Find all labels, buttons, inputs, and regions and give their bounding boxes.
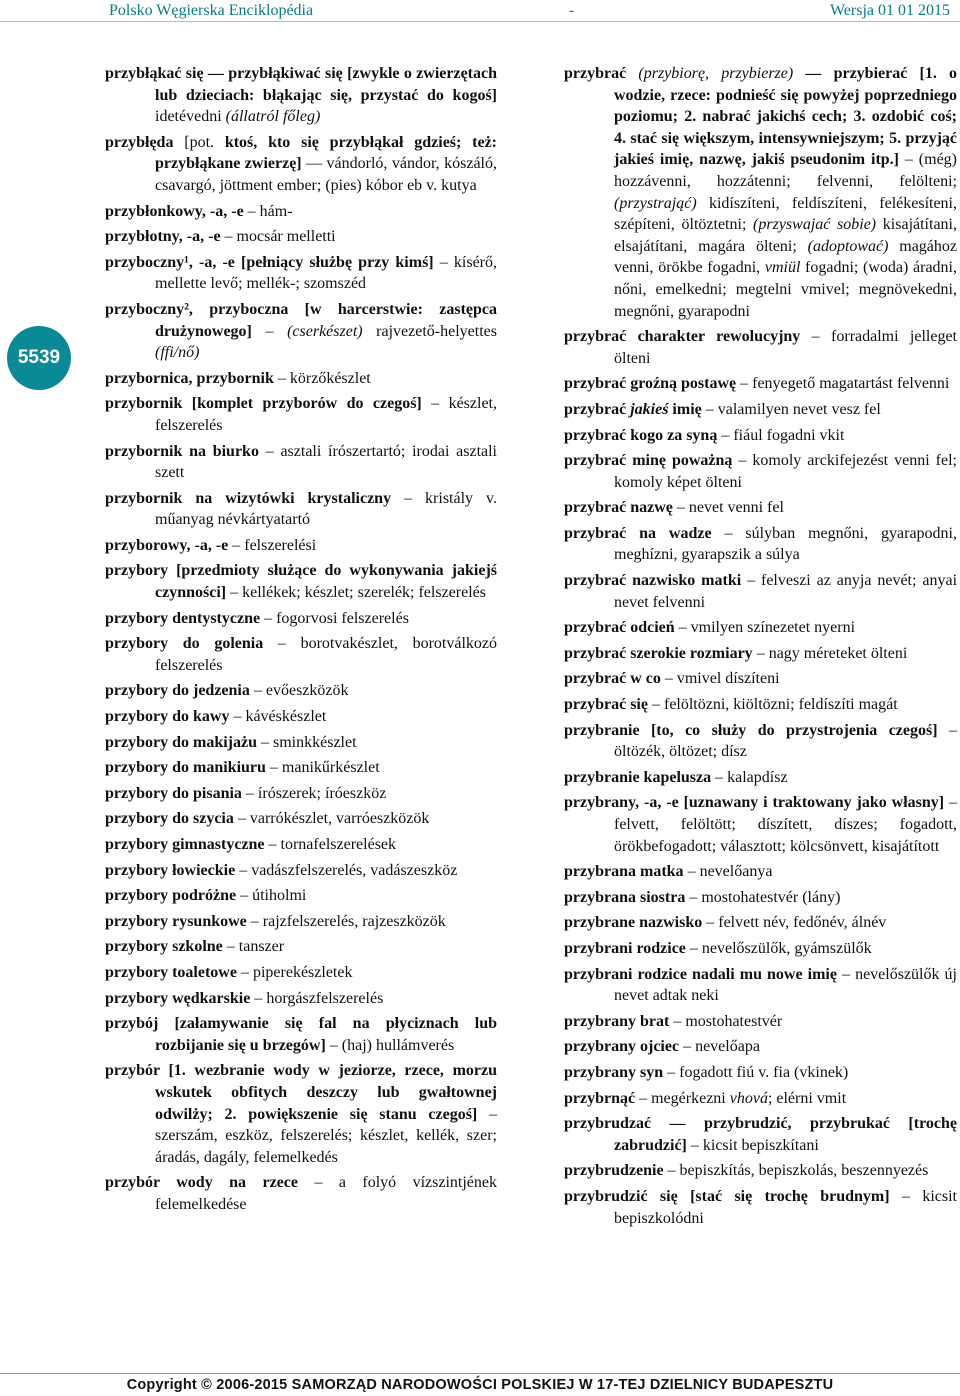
copyright-footer: Copyright © 2006-2015 SAMORZĄD NARODOWOŚCI POLSKIEJ W 17-TEJ DZIELNICY BUDAPESZTU bbox=[0, 1373, 960, 1396]
entry-translation: – készlet, felszerelés bbox=[155, 395, 497, 434]
entry-translation: – (haj) hullámverés bbox=[325, 1036, 455, 1054]
entry-headword: przybory podróżne bbox=[105, 887, 237, 905]
dictionary-entry bbox=[564, 887, 957, 909]
entry-headword: przybrać się bbox=[564, 696, 648, 714]
entry-note: (állatról főleg) bbox=[225, 108, 321, 126]
entry-translation: – írószerek; íróeszköz bbox=[241, 784, 387, 802]
entry-translation: – kellékek; készlet; szerelék; felszerelés bbox=[226, 584, 486, 602]
dictionary-entry bbox=[105, 132, 497, 197]
dictionary-entry bbox=[105, 535, 497, 557]
entry-translation: – evőeszközök bbox=[249, 682, 349, 700]
dictionary-entry bbox=[105, 608, 497, 630]
entry-headword: przybory do kawy bbox=[105, 708, 230, 726]
entry-translation: – tornafelszerelések bbox=[264, 836, 397, 853]
entry-headword: przybory do manikiuru bbox=[105, 759, 266, 777]
entry-headword: przybrać bbox=[564, 400, 631, 418]
entry-headword: przybrać charakter rewolucyjny bbox=[564, 328, 801, 346]
entry-headword: przybornik [komplet przyborów do czegoś] bbox=[105, 395, 422, 413]
entry-headword: przybranie kapelusza bbox=[564, 768, 712, 786]
entry-headword: przybrać szerokie rozmiary bbox=[564, 644, 753, 662]
entry-note: (przyswajać sobie) bbox=[753, 216, 877, 234]
entry-translation: – mostohatestvér (lány) bbox=[685, 888, 841, 906]
entry-headword: przybłotny, -a, -e bbox=[105, 228, 221, 246]
entry-translation: magához venni, örökbe fogadni, bbox=[614, 237, 958, 277]
entry-translation: – kísérő, mellette levő; mellék-; szomszéd bbox=[155, 253, 497, 293]
entry-headword: przybrudzenie bbox=[564, 1162, 664, 1180]
entry-headword: przybrani rodzice nadali mu nowe imię bbox=[564, 965, 837, 983]
entry-headword: przybory do golenia bbox=[105, 635, 264, 653]
entry-translation: – piperekészletek bbox=[236, 963, 353, 981]
dictionary-entry bbox=[564, 861, 957, 883]
dictionary-entry bbox=[105, 488, 497, 531]
dictionary-entry bbox=[564, 1011, 957, 1033]
entry-headword: przybory do pisania bbox=[105, 784, 242, 802]
entry-headword: przybornik na wizytówki krystaliczny bbox=[105, 489, 392, 507]
entry-headword: przyborowy, -a, -e bbox=[105, 536, 229, 554]
entry-translation: kisajátítani, elsajátítani, magára ölteni; bbox=[614, 216, 957, 255]
page-header bbox=[0, 0, 960, 22]
entry-headword: przybrnąć bbox=[564, 1089, 636, 1107]
entry-headword: przybory dentystyczne bbox=[105, 609, 261, 627]
entry-translation: – fogorvosi felszerelés bbox=[260, 609, 409, 627]
entry-headword: przybrany ojciec bbox=[564, 1038, 680, 1056]
entry-translation: – horgászfelszerelés bbox=[250, 989, 384, 1007]
entry-translation: kidíszíteni, feldíszíteni, felékesíteni, szépíteni, öltöztetni; bbox=[614, 194, 957, 234]
dictionary-entry bbox=[105, 441, 497, 484]
entry-headword: przybrać odcień bbox=[564, 619, 675, 637]
dictionary-entry bbox=[105, 962, 497, 984]
entry-headword: przybory do makijażu bbox=[105, 733, 257, 751]
entry-translation: – mocsár melletti bbox=[220, 228, 336, 246]
header-title: Polsko Węgierska Enciklopédia bbox=[109, 1, 314, 19]
dictionary-entry bbox=[564, 1088, 957, 1110]
entry-headword: przybornik na biurko bbox=[105, 442, 259, 460]
entry-headword: przybrani rodzice bbox=[564, 939, 686, 957]
dictionary-entry bbox=[105, 393, 497, 436]
dictionary-entry bbox=[105, 783, 497, 805]
entry-headword: jakieś bbox=[630, 400, 669, 418]
header-separator: - bbox=[568, 1, 575, 19]
entry-headword: przybór [1. wezbranie wody w jeziorze, rzece, morzu wskutek obfitych deszczy lub gwałtownej odwilży; 2. powiększenie się stanu czegoś] bbox=[105, 1062, 497, 1123]
entry-translation: – vadászfelszerelés, vadászeszköz bbox=[235, 861, 458, 879]
dictionary-entry bbox=[105, 299, 497, 364]
dictionary-entry bbox=[564, 792, 957, 857]
entry-translation: idetévedni bbox=[155, 108, 226, 126]
entry-headword: przybrać kogo za syną bbox=[564, 426, 718, 444]
dictionary-entry bbox=[105, 633, 497, 676]
dictionary-entry bbox=[564, 1036, 957, 1058]
entry-translation: – bepiszkítás, bepiszkolás, beszennyezés bbox=[663, 1162, 929, 1180]
entry-translation: – mostohatestvér bbox=[669, 1012, 783, 1030]
dictionary-entry bbox=[105, 1172, 497, 1215]
dictionary-entry bbox=[105, 368, 497, 390]
entry-headword: imię bbox=[668, 400, 702, 418]
entry-headword: przybory szkolne bbox=[105, 938, 223, 956]
entry-headword: przybłęda bbox=[105, 133, 174, 151]
dictionary-entry bbox=[564, 1113, 957, 1156]
entry-translation: – manikűrkészlet bbox=[265, 759, 380, 777]
dictionary-entry bbox=[564, 767, 957, 789]
entry-note: (cserkészet) bbox=[287, 322, 363, 340]
page-number-badge: 5539 bbox=[7, 326, 71, 390]
entry-translation: – hám- bbox=[243, 202, 293, 220]
entry-translation: – kicsit bepiszkolódni bbox=[614, 1187, 958, 1227]
entry-translation: – varrókészlet, varróeszközök bbox=[233, 810, 430, 828]
dictionary-entry bbox=[564, 373, 957, 395]
entry-headword: przybory łowieckie bbox=[105, 861, 236, 879]
entry-translation: – nevet venni fel bbox=[672, 499, 784, 517]
dictionary-entry bbox=[105, 860, 497, 882]
entry-translation: – útiholmi bbox=[236, 887, 307, 905]
entry-headword: przybory do jedzenia bbox=[105, 682, 250, 700]
dictionary-entry bbox=[564, 523, 957, 566]
entry-translation: fogadni; (woda) áradni, nőni, emelkedni; megtelni vmivel; megnövekedni, megnőni, gyarapodni bbox=[614, 259, 957, 320]
entry-headword: przybrudzić się [stać się trochę brudnym] bbox=[564, 1187, 890, 1205]
entry-translation: – valamilyen nevet vesz fel bbox=[701, 400, 881, 418]
dictionary-entry bbox=[105, 706, 497, 728]
dictionary-entry bbox=[105, 252, 497, 295]
entry-translation: – felöltözni, kiöltözni; feldíszíti magát bbox=[647, 696, 898, 714]
dictionary-entry bbox=[564, 964, 957, 1007]
dictionary-entry bbox=[564, 63, 957, 322]
dictionary-entry bbox=[105, 936, 497, 958]
entry-translation: – fiául fogadni vkit bbox=[717, 426, 845, 444]
entry-translation: – felvett név, fedőnév, álnév bbox=[702, 914, 887, 932]
entry-headword: przybory [przedmioty służące do wykonywania jakiejś czynności] bbox=[105, 562, 497, 602]
entry-headword: — przybierać [1. o wodzie, rzece: podnieść się powyżej poprzedniego poziomu; 2. nabrać jakichś cech; 3. ozdobić coś; 4. stać się większym, intensywniejszym; 5. przyjąć jakieś imię, nazwę, jakiś pseudonim itp.] bbox=[614, 65, 957, 169]
dictionary-entry bbox=[564, 643, 957, 665]
entry-translation: – felvett, felöltött; díszített, díszes; fogadott, örökbefogadott; választott; kölcsönvett, kisajátított bbox=[614, 794, 957, 855]
entry-translation: – vmilyen színezetet nyerni bbox=[674, 619, 856, 637]
dictionary-entry bbox=[564, 425, 957, 447]
dictionary-entry bbox=[105, 808, 497, 830]
entry-headword: przybornica, przybornik bbox=[105, 369, 274, 387]
entry-headword: przybrać bbox=[564, 65, 627, 82]
entry-translation: – fenyegető magatartást felvenni bbox=[736, 375, 950, 393]
entry-translation: — vándorló, vándor, kószáló, csavargó, jöttment ember; (pies) kóbor eb v. kutya bbox=[155, 155, 497, 194]
right-column bbox=[564, 63, 957, 1233]
left-column bbox=[105, 63, 497, 1220]
entry-headword: przybrudzać — przybrudzić, przybrukać [trochę zabrudzić] bbox=[564, 1115, 957, 1154]
entry-note: (ffi/nő) bbox=[155, 344, 200, 362]
entry-headword: przybory toaletowe bbox=[105, 963, 237, 981]
dictionary-entry bbox=[564, 617, 957, 639]
entry-translation: – felveszi az anyja nevét; anyai nevet felvenni bbox=[614, 572, 958, 611]
entry-translation: – nevelőanya bbox=[683, 863, 773, 881]
entry-translation: – öltözék, öltözet; dísz bbox=[614, 721, 957, 761]
dictionary-entry bbox=[564, 1186, 957, 1229]
entry-headword: przybrać groźną postawę bbox=[564, 375, 737, 393]
entry-translation: – borotvakészlet, borotválkozó felszerelés bbox=[155, 635, 498, 674]
entry-translation: – kalapdísz bbox=[711, 768, 788, 786]
dictionary-entry bbox=[105, 1060, 497, 1168]
entry-headword: przybrany brat bbox=[564, 1012, 670, 1030]
dictionary-entry bbox=[105, 201, 497, 223]
entry-translation: – forradalmi jelleget ölteni bbox=[614, 328, 957, 367]
dictionary-entry bbox=[564, 326, 957, 369]
dictionary-entry bbox=[564, 694, 957, 716]
dictionary-entry bbox=[105, 226, 497, 248]
entry-translation: rajvezető-helyettes bbox=[362, 322, 498, 340]
entry-headword: przybrane nazwisko bbox=[564, 914, 703, 932]
entry-headword: przybory gimnastyczne bbox=[105, 836, 265, 853]
dictionary-entry bbox=[564, 1160, 957, 1182]
entry-translation: – súlyban megnőni, gyarapodni, meghízni, gyarapszik a súlya bbox=[614, 524, 957, 564]
entry-note: vmiül bbox=[764, 259, 801, 277]
dictionary-entry bbox=[564, 1062, 957, 1084]
entry-note: (przybiorę, przybierze) bbox=[626, 65, 794, 82]
entry-headword: przybrana matka bbox=[564, 863, 684, 881]
dictionary-entry bbox=[105, 680, 497, 702]
entry-translation: – tanszer bbox=[222, 938, 285, 956]
dictionary-entry bbox=[105, 757, 497, 779]
entry-translation: [pot. bbox=[173, 133, 225, 151]
entry-translation: – megérkezni bbox=[635, 1089, 730, 1107]
dictionary-entry bbox=[564, 912, 957, 934]
dictionary-entry bbox=[105, 834, 497, 856]
entry-headword: przybór wody na rzece bbox=[105, 1174, 298, 1192]
entry-headword: przybój [załamywanie się fal na płyciznach lub rozbijanie się u brzegów] bbox=[105, 1015, 497, 1054]
dictionary-entry bbox=[105, 885, 497, 907]
entry-headword: przybrać nazwę bbox=[564, 499, 673, 517]
entry-translation: – nevelőszülők, gyámszülők bbox=[685, 939, 872, 957]
entry-translation: – nagy méreteket ölteni bbox=[752, 644, 908, 662]
dictionary-entry bbox=[564, 570, 957, 613]
entry-translation: – fogadott fiú v. fia (vkinek) bbox=[663, 1063, 849, 1081]
header-version: Wersja 01 01 2015 bbox=[829, 1, 950, 19]
entry-headword: przybłonkowy, -a, -e bbox=[105, 202, 244, 220]
entry-headword: przyboczny¹, -a, -e [pełniący służbę przy kimś] bbox=[105, 253, 434, 271]
dictionary-entry bbox=[105, 911, 497, 933]
entry-translation: – a folyó vízszintjének felemelkedése bbox=[155, 1174, 498, 1213]
entry-translation: – (még) hozzávenni, hozzátenni; felvenni, felölteni; bbox=[614, 151, 957, 190]
entry-translation: – kávéskészlet bbox=[229, 708, 327, 726]
entry-translation: – nevelőapa bbox=[679, 1038, 760, 1056]
entry-headword: przyboczny², przyboczna [w harcerstwie: zastępca drużynowego] bbox=[105, 300, 497, 340]
entry-translation: – sminkkészlet bbox=[257, 733, 357, 751]
dictionary-entry bbox=[564, 668, 957, 690]
entry-translation: – kicsit bepiszkítani bbox=[686, 1136, 819, 1154]
entry-headword: przybrany syn bbox=[564, 1063, 664, 1081]
dictionary-entry bbox=[564, 450, 957, 493]
entry-translation: – asztali írószertartó; irodai asztali szett bbox=[155, 442, 498, 482]
entry-note: (przystrająć) bbox=[614, 194, 697, 212]
dictionary-entry bbox=[105, 63, 497, 128]
entry-note: (adoptować) bbox=[807, 237, 889, 255]
dictionary-entry bbox=[564, 938, 957, 960]
entry-headword: przybrać minę poważną bbox=[564, 452, 733, 470]
entry-headword: przybłąkać się — przybłąkiwać się [zwykle o zwierzętach lub dzieciach: błąkając się, przystać do kogoś] bbox=[105, 65, 497, 104]
entry-headword: przybrana siostra bbox=[564, 888, 686, 906]
entry-headword: przybrać w co bbox=[564, 670, 661, 688]
entry-headword: przybory rysunkowe bbox=[105, 912, 247, 930]
entry-translation: – szerszám, eszköz, felszerelés; készlet, kellék, szer; áradás, dagály, felemelkedés bbox=[155, 1105, 498, 1166]
entry-headword: przybrany, -a, -e [uznawany i traktowany jako własny] bbox=[564, 794, 945, 812]
entry-translation: – nevelőszülők új nevet adtak neki bbox=[614, 965, 957, 1005]
entry-translation: ; elérni vmit bbox=[767, 1089, 847, 1107]
entry-headword: ktoś, kto się przybłąkał gdzieś; też: przybłąkane zwierzę] bbox=[155, 133, 498, 173]
dictionary-entry bbox=[105, 560, 497, 603]
dictionary-entry bbox=[564, 720, 957, 763]
entry-translation: – kristály v. műanyag névkártyatartó bbox=[155, 489, 497, 529]
entry-headword: przybrać nazwisko matki bbox=[564, 572, 742, 590]
entry-headword: przybranie [to, co służy do przystrojenia czegoś] bbox=[564, 721, 938, 739]
entry-translation: – bbox=[251, 322, 288, 340]
dictionary-entry bbox=[564, 497, 957, 519]
dictionary-entry bbox=[564, 399, 957, 421]
dictionary-entry bbox=[105, 732, 497, 754]
entry-translation: – komoly arckifejezést venni fel; komoly képet ölteni bbox=[614, 452, 957, 491]
entry-headword: przybory wędkarskie bbox=[105, 989, 251, 1007]
dictionary-entry bbox=[105, 988, 497, 1010]
dictionary-entry bbox=[105, 1013, 497, 1056]
entry-translation: – rajzfelszerelés, rajzeszközök bbox=[246, 912, 446, 930]
entry-headword: przybory do szycia bbox=[105, 810, 234, 828]
entry-headword: przybrać na wadze bbox=[564, 524, 712, 542]
entry-translation: – körzőkészlet bbox=[273, 369, 371, 387]
entry-note: vhová bbox=[729, 1089, 768, 1107]
entry-translation: – vmivel díszíteni bbox=[660, 670, 780, 688]
entry-translation: – felszerelési bbox=[228, 536, 317, 554]
